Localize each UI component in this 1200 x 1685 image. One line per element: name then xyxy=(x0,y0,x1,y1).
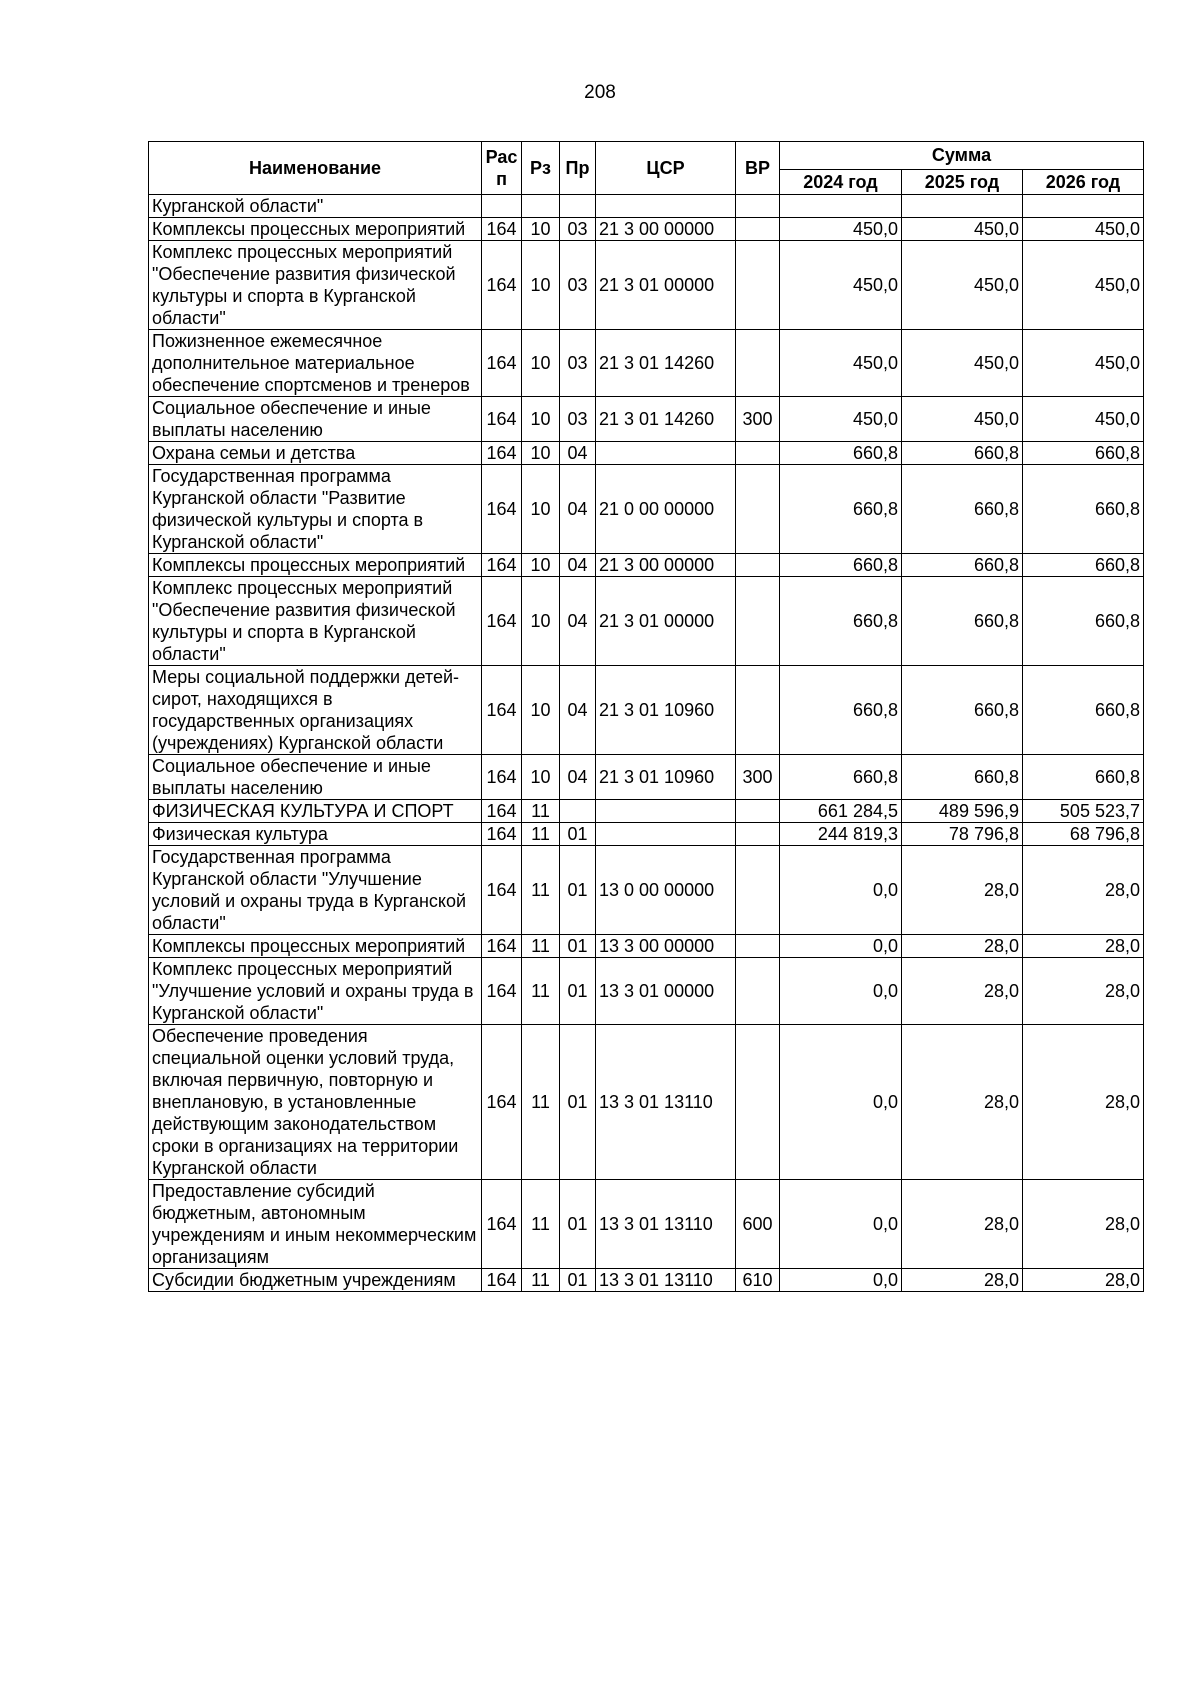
cell-rasp: 164 xyxy=(482,846,522,935)
cell-2024 xyxy=(780,195,902,218)
cell-name: Комплексы процессных мероприятий xyxy=(149,554,482,577)
cell-pr: 03 xyxy=(560,241,596,330)
cell-rz: 10 xyxy=(522,241,560,330)
cell-vr xyxy=(736,330,780,397)
cell-2024: 660,8 xyxy=(780,554,902,577)
cell-2025: 660,8 xyxy=(902,554,1023,577)
cell-pr: 01 xyxy=(560,1025,596,1180)
cell-csr: 21 3 00 00000 xyxy=(596,554,736,577)
cell-vr xyxy=(736,442,780,465)
table-row xyxy=(149,554,1144,577)
cell-name: Комплекс процессных мероприятий "Обеспечение развития физической культуры и спорта в Курганской области" xyxy=(149,241,482,330)
cell-2025: 660,8 xyxy=(902,755,1023,800)
cell-vr xyxy=(736,800,780,823)
cell-csr: 21 3 01 10960 xyxy=(596,755,736,800)
cell-name: Социальное обеспечение и иные выплаты населению xyxy=(149,397,482,442)
cell-2026: 68 796,8 xyxy=(1023,823,1144,846)
cell-pr: 04 xyxy=(560,755,596,800)
cell-2025: 489 596,9 xyxy=(902,800,1023,823)
cell-pr: 01 xyxy=(560,958,596,1025)
cell-2026: 28,0 xyxy=(1023,846,1144,935)
cell-csr xyxy=(596,800,736,823)
cell-pr: 04 xyxy=(560,442,596,465)
cell-name: Государственная программа Курганской области "Улучшение условий и охраны труда в Курганской области" xyxy=(149,846,482,935)
cell-2024: 450,0 xyxy=(780,218,902,241)
header-year-2024: 2024 год xyxy=(780,169,902,194)
cell-rz: 10 xyxy=(522,442,560,465)
cell-2025: 28,0 xyxy=(902,958,1023,1025)
cell-2026: 660,8 xyxy=(1023,554,1144,577)
cell-rasp: 164 xyxy=(482,330,522,397)
cell-rz: 10 xyxy=(522,397,560,442)
cell-2026: 660,8 xyxy=(1023,755,1144,800)
cell-name: Обеспечение проведения специальной оценки условий труда, включая первичную, повторную и внеплановую, в установленные действующим законодательством сроки в организациях на территории Курганской области xyxy=(149,1025,482,1180)
cell-2025 xyxy=(902,195,1023,218)
table-row xyxy=(149,823,1144,846)
cell-name: ФИЗИЧЕСКАЯ КУЛЬТУРА И СПОРТ xyxy=(149,800,482,823)
table-row xyxy=(149,800,1144,823)
cell-vr: 600 xyxy=(736,1180,780,1269)
cell-2024: 0,0 xyxy=(780,1025,902,1180)
cell-vr: 300 xyxy=(736,397,780,442)
cell-vr xyxy=(736,241,780,330)
cell-rasp: 164 xyxy=(482,577,522,666)
cell-name: Курганской области" xyxy=(149,195,482,218)
cell-rz: 11 xyxy=(522,1180,560,1269)
cell-rz: 10 xyxy=(522,577,560,666)
cell-2025: 28,0 xyxy=(902,935,1023,958)
cell-pr: 01 xyxy=(560,1269,596,1292)
cell-csr: 21 3 01 14260 xyxy=(596,397,736,442)
cell-vr: 610 xyxy=(736,1269,780,1292)
cell-2025: 28,0 xyxy=(902,1269,1023,1292)
cell-csr: 13 0 00 00000 xyxy=(596,846,736,935)
cell-rz: 11 xyxy=(522,823,560,846)
cell-pr: 01 xyxy=(560,846,596,935)
cell-name: Охрана семьи и детства xyxy=(149,442,482,465)
cell-2026: 28,0 xyxy=(1023,1180,1144,1269)
table-row xyxy=(149,958,1144,1025)
table-body xyxy=(149,195,1144,1292)
cell-csr: 21 3 01 00000 xyxy=(596,241,736,330)
table-row xyxy=(149,330,1144,397)
cell-pr: 01 xyxy=(560,823,596,846)
cell-name: Комплексы процессных мероприятий xyxy=(149,218,482,241)
cell-rz: 10 xyxy=(522,755,560,800)
cell-2024: 244 819,3 xyxy=(780,823,902,846)
cell-2026: 450,0 xyxy=(1023,330,1144,397)
cell-2024: 661 284,5 xyxy=(780,800,902,823)
cell-2025: 28,0 xyxy=(902,846,1023,935)
cell-pr: 01 xyxy=(560,1180,596,1269)
cell-rz: 10 xyxy=(522,330,560,397)
cell-csr xyxy=(596,442,736,465)
budget-table xyxy=(148,141,1144,1292)
cell-vr xyxy=(736,1025,780,1180)
cell-2026: 28,0 xyxy=(1023,935,1144,958)
cell-pr: 04 xyxy=(560,666,596,755)
header-vr: ВР xyxy=(736,142,780,195)
header-rasp: Рас п xyxy=(482,142,522,195)
cell-name: Комплекс процессных мероприятий "Улучшение условий и охраны труда в Курганской области" xyxy=(149,958,482,1025)
header-csr: ЦСР xyxy=(596,142,736,195)
cell-rasp: 164 xyxy=(482,1180,522,1269)
cell-2025: 660,8 xyxy=(902,442,1023,465)
cell-2024: 0,0 xyxy=(780,846,902,935)
cell-vr xyxy=(736,846,780,935)
cell-2026: 450,0 xyxy=(1023,218,1144,241)
cell-2024: 660,8 xyxy=(780,465,902,554)
cell-name: Предоставление субсидий бюджетным, автономным учреждениям и иным некоммерческим организациям xyxy=(149,1180,482,1269)
cell-rz xyxy=(522,195,560,218)
cell-pr: 04 xyxy=(560,465,596,554)
cell-2025: 450,0 xyxy=(902,397,1023,442)
cell-2024: 450,0 xyxy=(780,241,902,330)
cell-2024: 660,8 xyxy=(780,577,902,666)
cell-csr: 13 3 01 13110 xyxy=(596,1180,736,1269)
header-pr: Пр xyxy=(560,142,596,195)
cell-name: Социальное обеспечение и иные выплаты населению xyxy=(149,755,482,800)
cell-pr xyxy=(560,195,596,218)
table-row xyxy=(149,1180,1144,1269)
table-row xyxy=(149,1025,1144,1180)
table-row xyxy=(149,218,1144,241)
cell-csr: 21 3 00 00000 xyxy=(596,218,736,241)
cell-2025: 28,0 xyxy=(902,1025,1023,1180)
cell-vr xyxy=(736,465,780,554)
table-row xyxy=(149,465,1144,554)
cell-vr xyxy=(736,195,780,218)
cell-pr: 03 xyxy=(560,218,596,241)
cell-rasp: 164 xyxy=(482,935,522,958)
cell-rz: 11 xyxy=(522,1025,560,1180)
cell-rasp xyxy=(482,195,522,218)
header-sum: Сумма xyxy=(780,142,1144,170)
cell-csr: 13 3 01 00000 xyxy=(596,958,736,1025)
table-row xyxy=(149,195,1144,218)
cell-pr: 03 xyxy=(560,330,596,397)
table-row xyxy=(149,577,1144,666)
cell-rz: 10 xyxy=(522,554,560,577)
cell-vr xyxy=(736,554,780,577)
cell-rasp: 164 xyxy=(482,465,522,554)
cell-rasp: 164 xyxy=(482,554,522,577)
cell-vr xyxy=(736,823,780,846)
cell-csr: 13 3 01 13110 xyxy=(596,1269,736,1292)
header-year-2026: 2026 год xyxy=(1023,169,1144,194)
table-row xyxy=(149,1269,1144,1292)
cell-2025: 78 796,8 xyxy=(902,823,1023,846)
cell-rasp: 164 xyxy=(482,800,522,823)
cell-rz: 11 xyxy=(522,800,560,823)
cell-csr: 13 3 01 13110 xyxy=(596,1025,736,1180)
table-row xyxy=(149,846,1144,935)
cell-rz: 11 xyxy=(522,958,560,1025)
cell-2025: 660,8 xyxy=(902,577,1023,666)
cell-2024: 660,8 xyxy=(780,755,902,800)
cell-2026: 28,0 xyxy=(1023,1269,1144,1292)
table-row xyxy=(149,755,1144,800)
cell-rz: 11 xyxy=(522,935,560,958)
cell-2026: 660,8 xyxy=(1023,666,1144,755)
cell-vr xyxy=(736,577,780,666)
cell-rasp: 164 xyxy=(482,1025,522,1180)
cell-2024: 0,0 xyxy=(780,1180,902,1269)
cell-2024: 450,0 xyxy=(780,330,902,397)
cell-rz: 11 xyxy=(522,846,560,935)
cell-csr: 21 3 01 00000 xyxy=(596,577,736,666)
table-row xyxy=(149,397,1144,442)
cell-csr: 21 0 00 00000 xyxy=(596,465,736,554)
cell-rasp: 164 xyxy=(482,442,522,465)
table-header xyxy=(149,142,1144,195)
cell-name: Субсидии бюджетным учреждениям xyxy=(149,1269,482,1292)
header-year-2025: 2025 год xyxy=(902,169,1023,194)
cell-2026: 660,8 xyxy=(1023,577,1144,666)
cell-pr: 04 xyxy=(560,577,596,666)
cell-2025: 450,0 xyxy=(902,241,1023,330)
cell-pr: 03 xyxy=(560,397,596,442)
cell-rasp: 164 xyxy=(482,218,522,241)
cell-2025: 660,8 xyxy=(902,465,1023,554)
cell-pr xyxy=(560,800,596,823)
cell-name: Комплекс процессных мероприятий "Обеспечение развития физической культуры и спорта в Курганской области" xyxy=(149,577,482,666)
cell-vr: 300 xyxy=(736,755,780,800)
cell-pr: 04 xyxy=(560,554,596,577)
cell-rz: 10 xyxy=(522,218,560,241)
cell-csr: 21 3 01 10960 xyxy=(596,666,736,755)
cell-rasp: 164 xyxy=(482,397,522,442)
cell-name: Физическая культура xyxy=(149,823,482,846)
cell-vr xyxy=(736,935,780,958)
cell-vr xyxy=(736,218,780,241)
cell-rasp: 164 xyxy=(482,666,522,755)
cell-rasp: 164 xyxy=(482,823,522,846)
table-row xyxy=(149,666,1144,755)
cell-2025: 660,8 xyxy=(902,666,1023,755)
cell-csr: 13 3 00 00000 xyxy=(596,935,736,958)
cell-rasp: 164 xyxy=(482,958,522,1025)
table-row xyxy=(149,241,1144,330)
cell-2024: 0,0 xyxy=(780,1269,902,1292)
cell-rasp: 164 xyxy=(482,241,522,330)
table-row xyxy=(149,442,1144,465)
cell-2024: 450,0 xyxy=(780,397,902,442)
cell-2026: 660,8 xyxy=(1023,465,1144,554)
cell-2024: 660,8 xyxy=(780,442,902,465)
cell-2026: 450,0 xyxy=(1023,397,1144,442)
cell-2026: 660,8 xyxy=(1023,442,1144,465)
cell-rasp: 164 xyxy=(482,755,522,800)
cell-name: Комплексы процессных мероприятий xyxy=(149,935,482,958)
cell-2024: 0,0 xyxy=(780,935,902,958)
cell-vr xyxy=(736,958,780,1025)
table-row xyxy=(149,935,1144,958)
cell-csr xyxy=(596,823,736,846)
cell-name: Государственная программа Курганской области "Развитие физической культуры и спорта в Курганской области" xyxy=(149,465,482,554)
cell-rz: 10 xyxy=(522,465,560,554)
cell-rz: 10 xyxy=(522,666,560,755)
cell-2025: 450,0 xyxy=(902,330,1023,397)
cell-2024: 0,0 xyxy=(780,958,902,1025)
cell-name: Пожизненное ежемесячное дополнительное материальное обеспечение спортсменов и тренеров xyxy=(149,330,482,397)
cell-csr: 21 3 01 14260 xyxy=(596,330,736,397)
cell-rasp: 164 xyxy=(482,1269,522,1292)
cell-2026: 505 523,7 xyxy=(1023,800,1144,823)
cell-2025: 28,0 xyxy=(902,1180,1023,1269)
cell-2026: 450,0 xyxy=(1023,241,1144,330)
cell-2024: 660,8 xyxy=(780,666,902,755)
cell-rz: 11 xyxy=(522,1269,560,1292)
cell-2026: 28,0 xyxy=(1023,958,1144,1025)
cell-2026: 28,0 xyxy=(1023,1025,1144,1180)
cell-vr xyxy=(736,666,780,755)
cell-2026 xyxy=(1023,195,1144,218)
cell-pr: 01 xyxy=(560,935,596,958)
header-rz: Рз xyxy=(522,142,560,195)
cell-2025: 450,0 xyxy=(902,218,1023,241)
cell-csr xyxy=(596,195,736,218)
header-name: Наименование xyxy=(149,142,482,195)
page-number: 208 xyxy=(584,82,616,103)
cell-name: Меры социальной поддержки детей-сирот, находящихся в государственных организациях (учреждениях) Курганской области xyxy=(149,666,482,755)
